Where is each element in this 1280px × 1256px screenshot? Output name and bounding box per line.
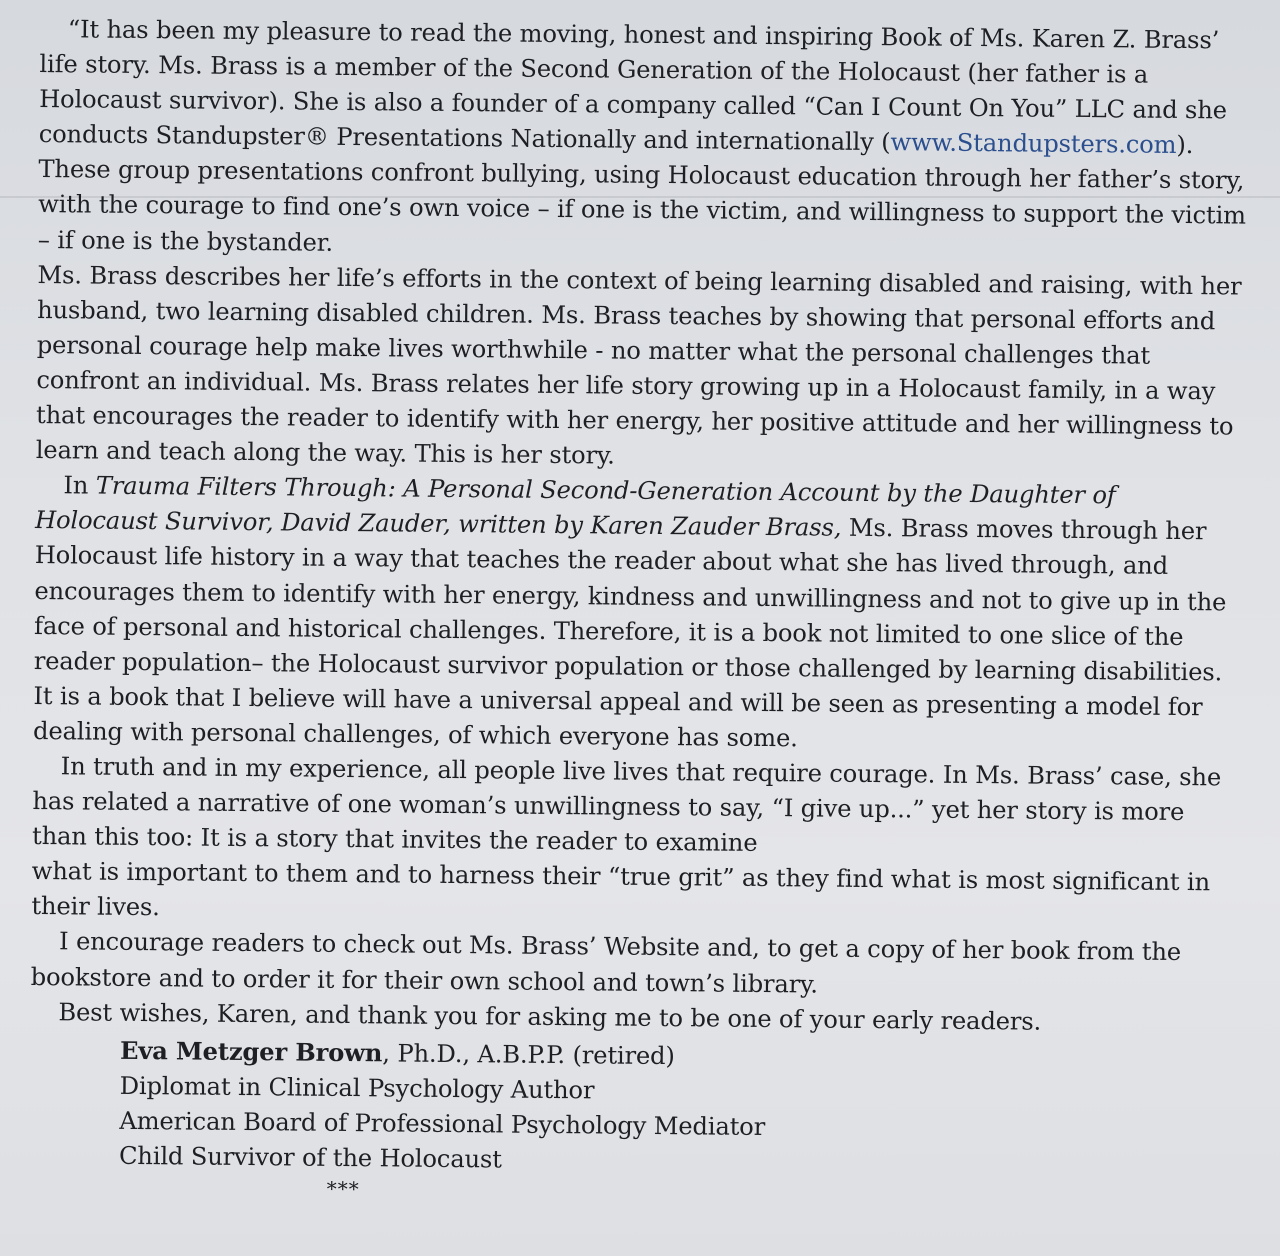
signature-title-2: American Board of Professional Psychology Mediator (119, 1106, 766, 1141)
signature-credentials: , Ph.D., A.B.P.P. (retired) (382, 1039, 675, 1070)
signature-name: Eva Metzger Brown (119, 1035, 383, 1068)
paragraph-intro-text-after-link: ). These group presentations confront bullying, using Holocaust education through her father’s story, with the courage to find one’s own voice – if one is the victim, and willingness to support the victim – if one is the bystander. (37, 131, 1247, 257)
signature-block (119, 1033, 1241, 1211)
paragraph-intro (38, 12, 1250, 269)
paragraph-book (33, 468, 1246, 760)
letter-body (29, 12, 1250, 1211)
signature-title-1: Diplomat in Clinical Psychology Author (119, 1071, 595, 1105)
signature-title-3: Child Survivor of the Holocaust (118, 1141, 502, 1174)
paragraph-intro-text-before-link: “It has been my pleasure to read the moving, honest and inspiring Book of Ms. Karen Z. Brass’ life story. Ms. Brass is a member of the Second Generation of the Holocaust (her father is a Holocaust survivor). She is also a founder of a company called “Can I Count On You” LLC and she conducts Standupster® Presentations Nationally and internationally ( (38, 15, 1228, 157)
paragraph-courage-continued: what is important to them and to harness their “true grit” as they find what is most significant in their lives. (31, 857, 1211, 922)
book-title: Trauma Filters Through: A Personal Second-Generation Account by the Daughter of Holocaust Survivor, David Zauder, written by Karen Zauder Brass, (34, 471, 1116, 543)
paragraph-closing: Best wishes, Karen, and thank you for asking me to be one of your early readers. (58, 997, 1042, 1036)
paragraph-encourage: I encourage readers to check out Ms. Brass’ Website and, to get a copy of her book from the bookstore and to order it for their own school and town’s library. (30, 927, 1182, 999)
paragraph-book-prefix: In (63, 471, 96, 500)
standupsters-website-link[interactable]: www.Standupsters.com (890, 128, 1177, 160)
section-separator: *** (326, 1176, 360, 1202)
paragraph-courage: In truth and in my experience, all people live lives that require courage. In Ms. Brass’ case, she has related a narrative of one woman’s unwillingness to say, “I give up...” yet her story is more than this too: It is a story that invites the reader to examine (31, 752, 1222, 858)
paragraph-life-efforts: Ms. Brass describes her life’s efforts in the context of being learning disabled and raising, with her husband, two learning disabled children. Ms. Brass teaches by showing that personal efforts and personal courage help make lives worthwhile - no matter what the personal challenges that confront an individual. Ms. Brass relates her life story growing up in a Holocaust family, in a way that encourages the reader to identify with her energy, her positive attitude and her willingness to learn and teach along the way. This is her story. (35, 260, 1242, 470)
paragraph-book-rest: Ms. Brass moves through her Holocaust life history in a way that teaches the reader about what she has lived through, and encourages them to identify with her energy, kindness and unwillingness and not to give up in the face of personal and historical challenges. Therefore, it is a book not limited to one slice of the reader population– the Holocaust survivor population or those challenged by learning disabilities. It is a book that I believe will have a universal appeal and will be seen as presenting a model for dealing with personal challenges, of which everyone has some. (32, 514, 1227, 753)
